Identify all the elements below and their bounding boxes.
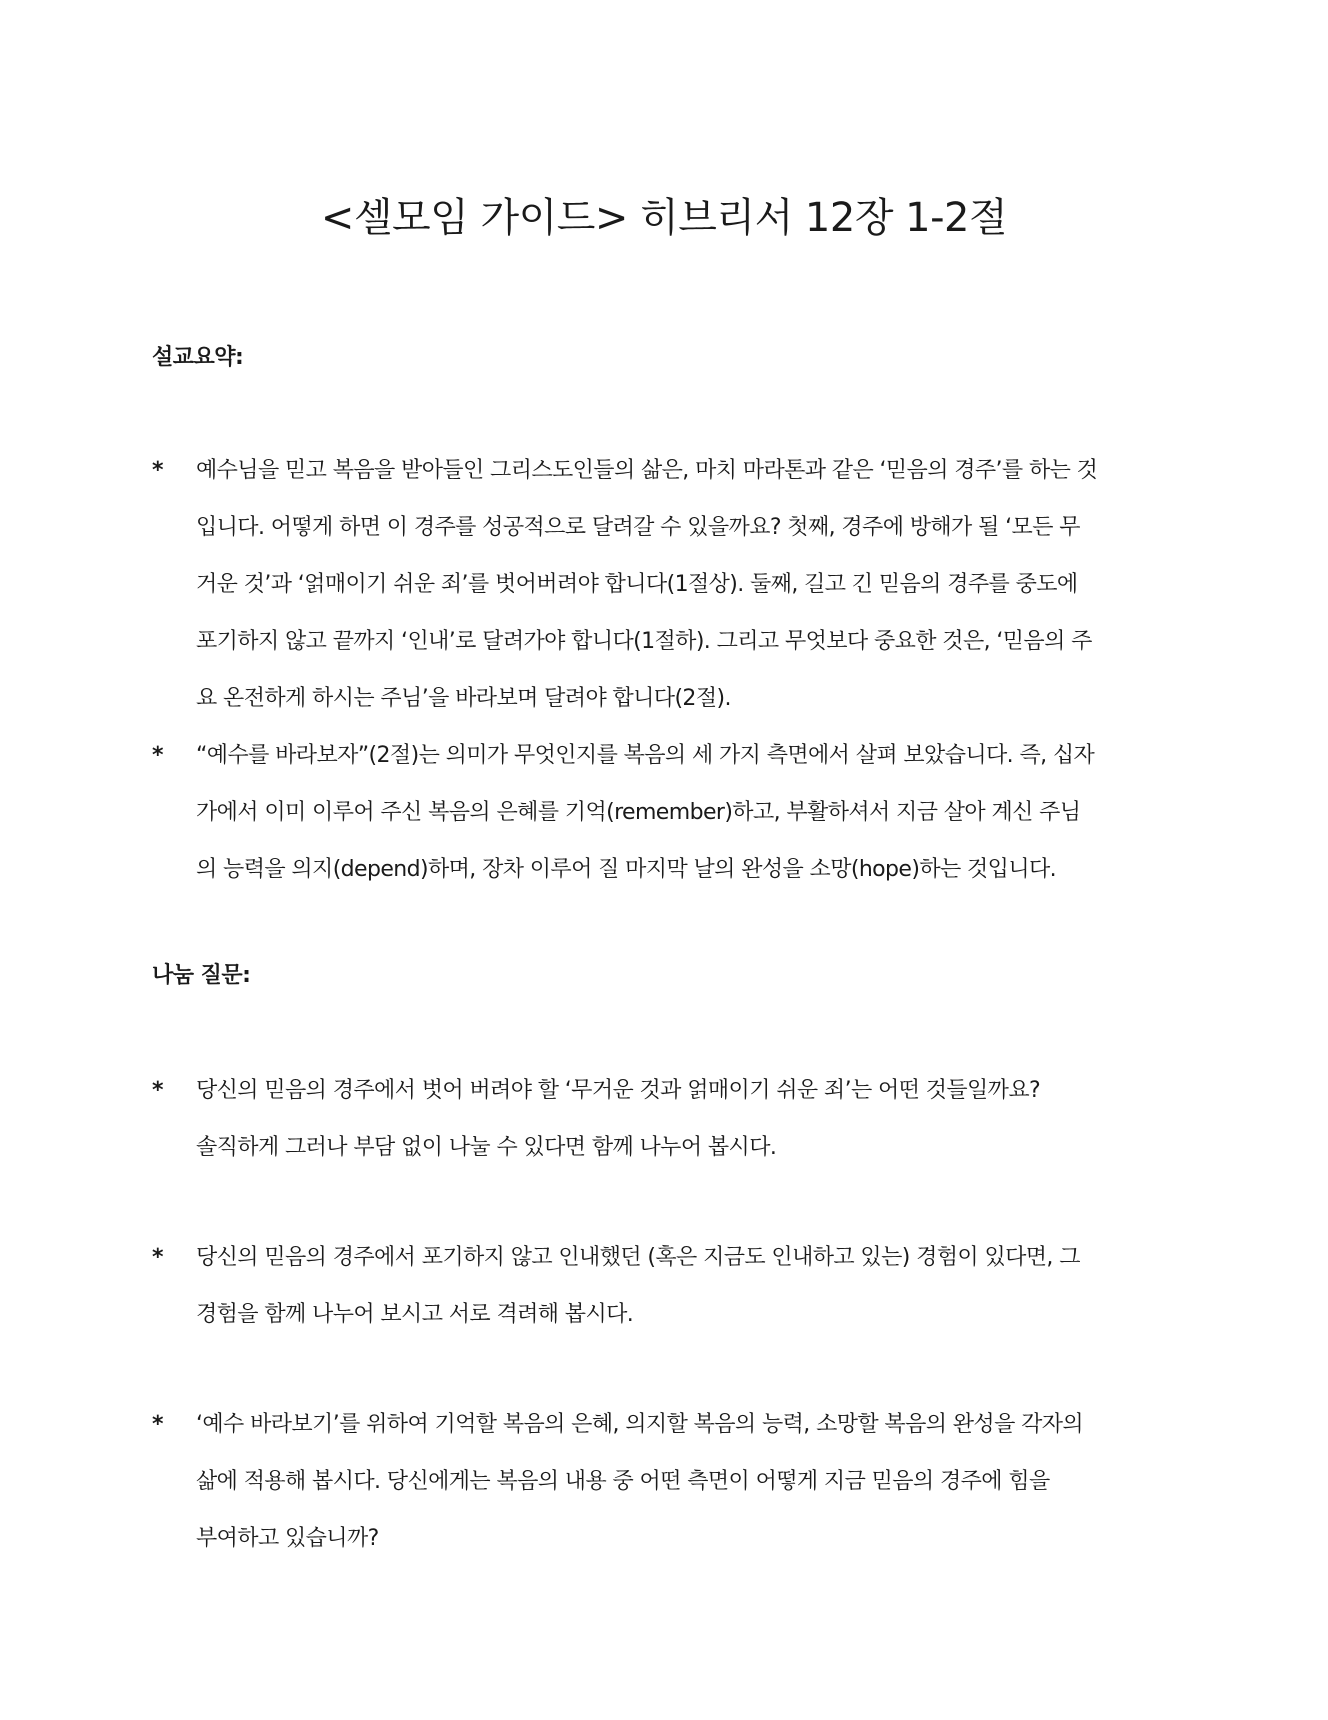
summary-line: 거운 것’과 ‘얽매이기 쉬운 죄’를 벗어버려야 합니다(1절상). 둘째, 길고 긴 믿음의 경주를 중도에	[196, 572, 1078, 597]
summary-line: 예수님을 믿고 복음을 받아들인 그리스도인들의 삶은, 마치 마라톤과 같은 ‘믿음의 경주’를 하는 것	[196, 458, 1098, 483]
summary-line: 가에서 이미 이루어 주신 복음의 은혜를 기억(remember)하고, 부활하셔서 지금 살아 계신 주님	[196, 800, 1081, 825]
summary-heading: 설교요약:	[152, 345, 244, 370]
bullet-marker: *	[152, 1412, 163, 1437]
question-list	[152, 1396, 1182, 1567]
summary-line: 포기하지 않고 끝까지 ‘인내’로 달려가야 합니다(1절하). 그리고 무엇보다 중요한 것은, ‘믿음의 주	[196, 629, 1092, 654]
bullet-marker: *	[152, 1245, 163, 1270]
summary-item	[152, 727, 1182, 898]
questions-heading: 나눔 질문:	[152, 963, 251, 988]
question-line: 부여하고 있습니까?	[196, 1526, 379, 1551]
summary-line: 요 온전하게 하시는 주님’을 바라보며 달려야 합니다(2절).	[196, 686, 731, 711]
question-list	[152, 1229, 1182, 1343]
question-line: 경험을 함께 나누어 보시고 서로 격려해 봅시다.	[196, 1302, 634, 1327]
question-item	[152, 1062, 1182, 1176]
bullet-marker: *	[152, 743, 163, 768]
summary-line: 입니다. 어떻게 하면 이 경주를 성공적으로 달려갈 수 있을까요? 첫째, 경주에 방해가 될 ‘모든 무	[196, 515, 1080, 540]
question-line: 솔직하게 그러나 부담 없이 나눌 수 있다면 함께 나누어 봅시다.	[196, 1135, 777, 1160]
summary-list	[152, 442, 1182, 898]
question-line: 삶에 적용해 봅시다. 당신에게는 복음의 내용 중 어떤 측면이 어떻게 지금 믿음의 경주에 힘을	[196, 1469, 1050, 1494]
summary-line: “예수를 바라보자”(2절)는 의미가 무엇인지를 복음의 세 가지 측면에서 살펴 보았습니다. 즉, 십자	[196, 743, 1095, 768]
summary-line: 의 능력을 의지(depend)하며, 장차 이루어 질 마지막 날의 완성을 소망(hope)하는 것입니다.	[196, 857, 1057, 882]
question-item	[152, 1229, 1182, 1343]
question-list	[152, 1062, 1182, 1176]
question-line: 당신의 믿음의 경주에서 포기하지 않고 인내했던 (혹은 지금도 인내하고 있는) 경험이 있다면, 그	[196, 1245, 1080, 1270]
question-item	[152, 1396, 1182, 1567]
summary-item	[152, 442, 1182, 727]
question-line: ‘예수 바라보기’를 위하여 기억할 복음의 은혜, 의지할 복음의 능력, 소망할 복음의 완성을 각자의	[196, 1412, 1084, 1437]
document-title: <셀모임 가이드> 히브리서 12장 1-2절	[320, 195, 1008, 241]
bullet-marker: *	[152, 458, 163, 483]
question-line: 당신의 믿음의 경주에서 벗어 버려야 할 ‘무거운 것과 얽매이기 쉬운 죄’는 어떤 것들일까요?	[196, 1078, 1041, 1103]
bullet-marker: *	[152, 1078, 163, 1103]
